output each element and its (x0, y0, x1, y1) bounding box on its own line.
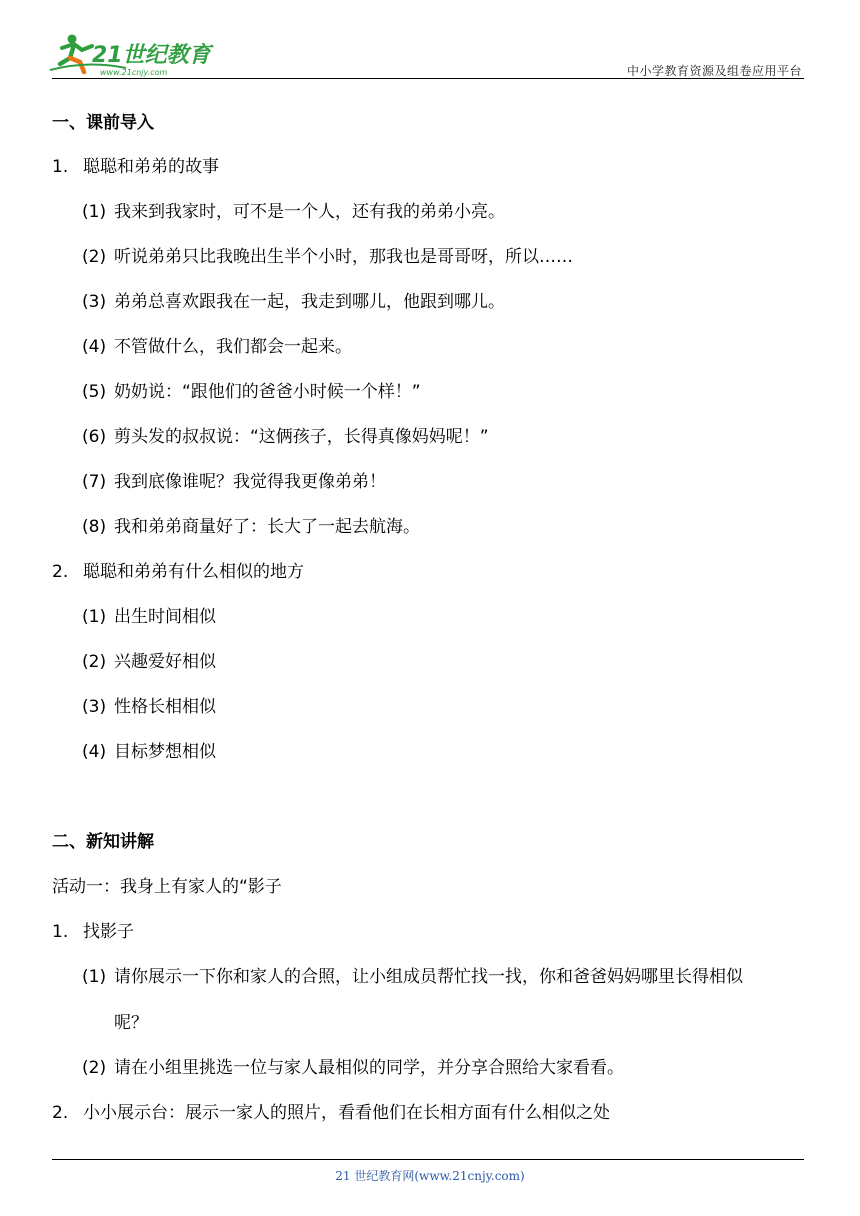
sub-list-item (82, 474, 386, 491)
sub-list-item (82, 294, 505, 311)
activity-title: 活动一：我身上有家人的“影子 (52, 877, 282, 897)
sub-list-number: (3) (82, 697, 107, 717)
logo-url: www.21cnjy.com (100, 68, 168, 77)
running-man-icon (48, 30, 228, 78)
sub-list-item (82, 204, 505, 221)
sub-list-item (82, 429, 489, 446)
sub-list-number: (4) (82, 742, 107, 762)
list-text: 聪聪和弟弟的故事 (83, 157, 219, 177)
sub-list-item (82, 654, 216, 671)
list-item (52, 159, 219, 176)
sub-list-text: 听说弟弟只比我晚出生半个小时，那我也是哥哥呀，所以…… (114, 247, 573, 267)
list-text: 找影子 (83, 922, 134, 942)
sub-list-number: (5) (82, 382, 107, 402)
site-logo[interactable] (48, 30, 228, 78)
sub-list-text: 我和弟弟商量好了：长大了一起去航海。 (114, 517, 420, 537)
list-text: 聪聪和弟弟有什么相似的地方 (83, 562, 304, 582)
sub-list-text: 出生时间相似 (114, 607, 216, 627)
header-divider (52, 78, 804, 79)
logo-number: 21世纪教育 (92, 43, 211, 68)
sub-list-number: (8) (82, 517, 107, 537)
list-number: 1. (52, 157, 69, 177)
sub-list-number: (4) (82, 337, 107, 357)
sub-list-text: 不管做什么，我们都会一起来。 (114, 337, 352, 357)
list-item (52, 1105, 610, 1122)
sub-list-text: 性格长相相似 (114, 697, 216, 717)
sub-list-number: (1) (82, 967, 107, 987)
sub-list-item (82, 249, 573, 266)
list-text: 小小展示台：展示一家人的照片，看看他们在长相方面有什么相似之处 (83, 1103, 610, 1123)
sub-list-text: 目标梦想相似 (114, 742, 216, 762)
sub-list-item (82, 969, 743, 986)
sub-list-item (82, 699, 216, 716)
sub-list-text: 请在小组里挑选一位与家人最相似的同学，并分享合照给大家看看。 (114, 1058, 624, 1078)
sub-list-text: 我来到我家时，可不是一个人，还有我的弟弟小亮。 (114, 202, 505, 222)
section-title-1: 一、课前导入 (52, 113, 154, 133)
list-number: 2. (52, 562, 69, 582)
header-tagline: 中小学教育资源及组卷应用平台 (626, 64, 802, 78)
sub-list-item (82, 744, 216, 761)
sub-list-item (82, 384, 421, 401)
sub-list-text: 奶奶说：“跟他们的爸爸小时候一个样！” (114, 382, 421, 402)
sub-list-number: (2) (82, 652, 107, 672)
sub-list-number: (1) (82, 202, 107, 222)
sub-list-number: (2) (82, 1058, 107, 1078)
list-number: 2. (52, 1103, 69, 1123)
section-title-2: 二、新知讲解 (52, 832, 154, 852)
sub-list-item (82, 609, 216, 626)
sub-list-item (82, 339, 352, 356)
sub-list-item (82, 1060, 624, 1077)
sub-list-text: 兴趣爱好相似 (114, 652, 216, 672)
footer-link[interactable]: 21 世纪教育网(www.21cnjy.com) (335, 1169, 525, 1183)
list-number: 1. (52, 922, 69, 942)
sub-list-text: 弟弟总喜欢跟我在一起，我走到哪儿，他跟到哪儿。 (114, 292, 505, 312)
sub-list-number: (3) (82, 292, 107, 312)
sub-list-number: (2) (82, 247, 107, 267)
sub-list-number: (6) (82, 427, 107, 447)
sub-list-number: (1) (82, 607, 107, 627)
list-item (52, 564, 304, 581)
sub-list-text: 我到底像谁呢？我觉得我更像弟弟！ (114, 472, 386, 492)
sub-list-number: (7) (82, 472, 107, 492)
sub-list-continuation: 呢？ (114, 1013, 148, 1033)
sub-list-text: 请你展示一下你和家人的合照，让小组成员帮忙找一找，你和爸爸妈妈哪里长得相似 (114, 967, 743, 987)
footer-divider (52, 1159, 804, 1160)
sub-list-text: 剪头发的叔叔说：“这俩孩子，长得真像妈妈呢！” (114, 427, 489, 447)
list-item (52, 924, 134, 941)
sub-list-item (82, 519, 420, 536)
